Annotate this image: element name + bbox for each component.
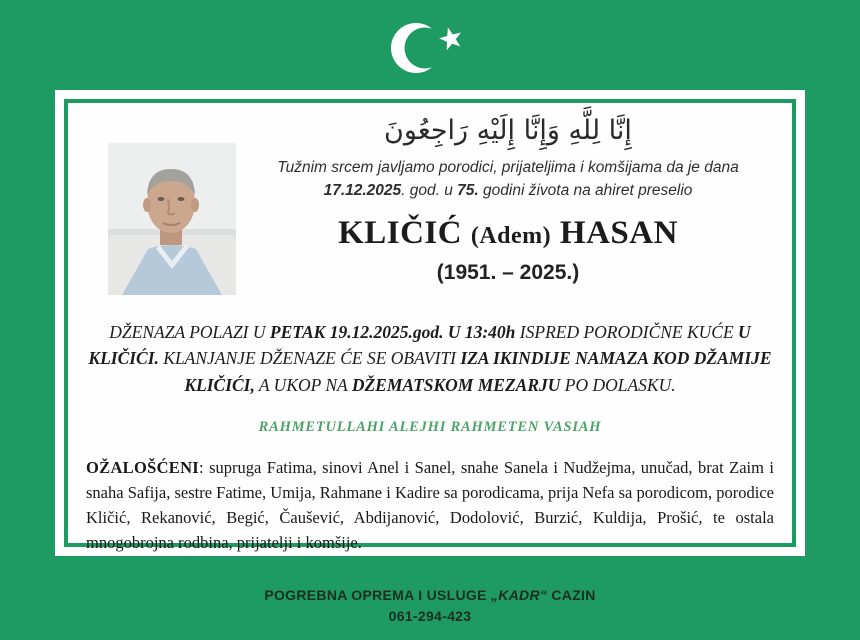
company-phone: 061-294-423 (388, 608, 472, 624)
funeral-datetime: PETAK 19.12.2025.god. U 13:40h (269, 322, 516, 342)
company-line (0, 585, 860, 606)
header-text-column (236, 111, 774, 295)
dzenaza-text: A UKOP NA (254, 374, 352, 395)
company-brand: „KADR“ (490, 587, 548, 603)
father-name: (Adem) (470, 223, 552, 250)
funeral-company-footer (0, 585, 860, 627)
mourners-list: supruga Fatima, sinovi Anel i Sanel, snahe Sanela i Nudžejma, unučad, brat Zaim i snaha Safija, sestre Fatime, Umija, Rahmane i Kadire sa porodicama, prija Nefa sa porodicom, porodice Kličić, Rekanović, Begić, Čaušević, Abdijanović, Dodolović, Burzić, Kuldija, Prošić, te ostala mnogobrojna rodbina, prijatelji i komšije. (86, 457, 774, 552)
notice-panel (55, 90, 805, 556)
mourners-label: OŽALOŠĆENI (86, 457, 200, 477)
dzenaza-text: DŽENAZA POLAZI U (109, 322, 270, 342)
intro-mid: . god. u (401, 181, 458, 199)
funeral-place: U KLIČIĆI. (88, 322, 751, 369)
company-suffix: CAZIN (547, 587, 596, 603)
notice-header-row (86, 111, 774, 295)
notice-frame (64, 99, 796, 552)
crescent-and-star-icon (378, 12, 488, 84)
prayer-location: IZA IKINDIJE NAMAZA KOD DŽAMIJE KLIČIĆI, (184, 348, 772, 395)
mourners-paragraph (86, 455, 774, 555)
mourners-separator: : (199, 457, 210, 477)
announcement-intro (242, 157, 774, 202)
death-date: 17.12.2025 (323, 181, 402, 199)
intro-tail: godini života na ahiret preselio (478, 181, 693, 199)
burial-location: DŽEMATSKOM MEZARJU (351, 374, 561, 395)
dzenaza-text: ISPRED PORODIČNE KUĆE (515, 322, 739, 342)
dzenaza-text: PO DOLASKU. (560, 374, 676, 395)
dzenaza-text: KLANJANJE DŽENAZE ĆE SE OBAVITI (158, 348, 461, 369)
funeral-details (86, 319, 774, 398)
deceased-portrait-photo (108, 143, 236, 295)
surname: KLIČIĆ (338, 215, 471, 252)
arabic-verse: إِنَّا لِلَّهِ وَإِنَّا إِلَيْهِ رَاجِعُونَ (384, 115, 632, 146)
life-years: (1951. – 2025.) (436, 261, 580, 285)
deceased-name (242, 215, 774, 252)
first-name: HASAN (551, 215, 678, 252)
age: 75. (457, 181, 479, 199)
crescent-and-star-svg (378, 12, 488, 84)
company-prefix: POGREBNA OPREMA I USLUGE (264, 587, 491, 603)
rahmet-blessing-line: RAHMETULLAHI ALEJHI RAHMETEN VASIAH (258, 418, 602, 435)
intro-line1: Tužnim srcem javljamo porodici, prijateljima i komšijama da je dana (277, 159, 739, 177)
